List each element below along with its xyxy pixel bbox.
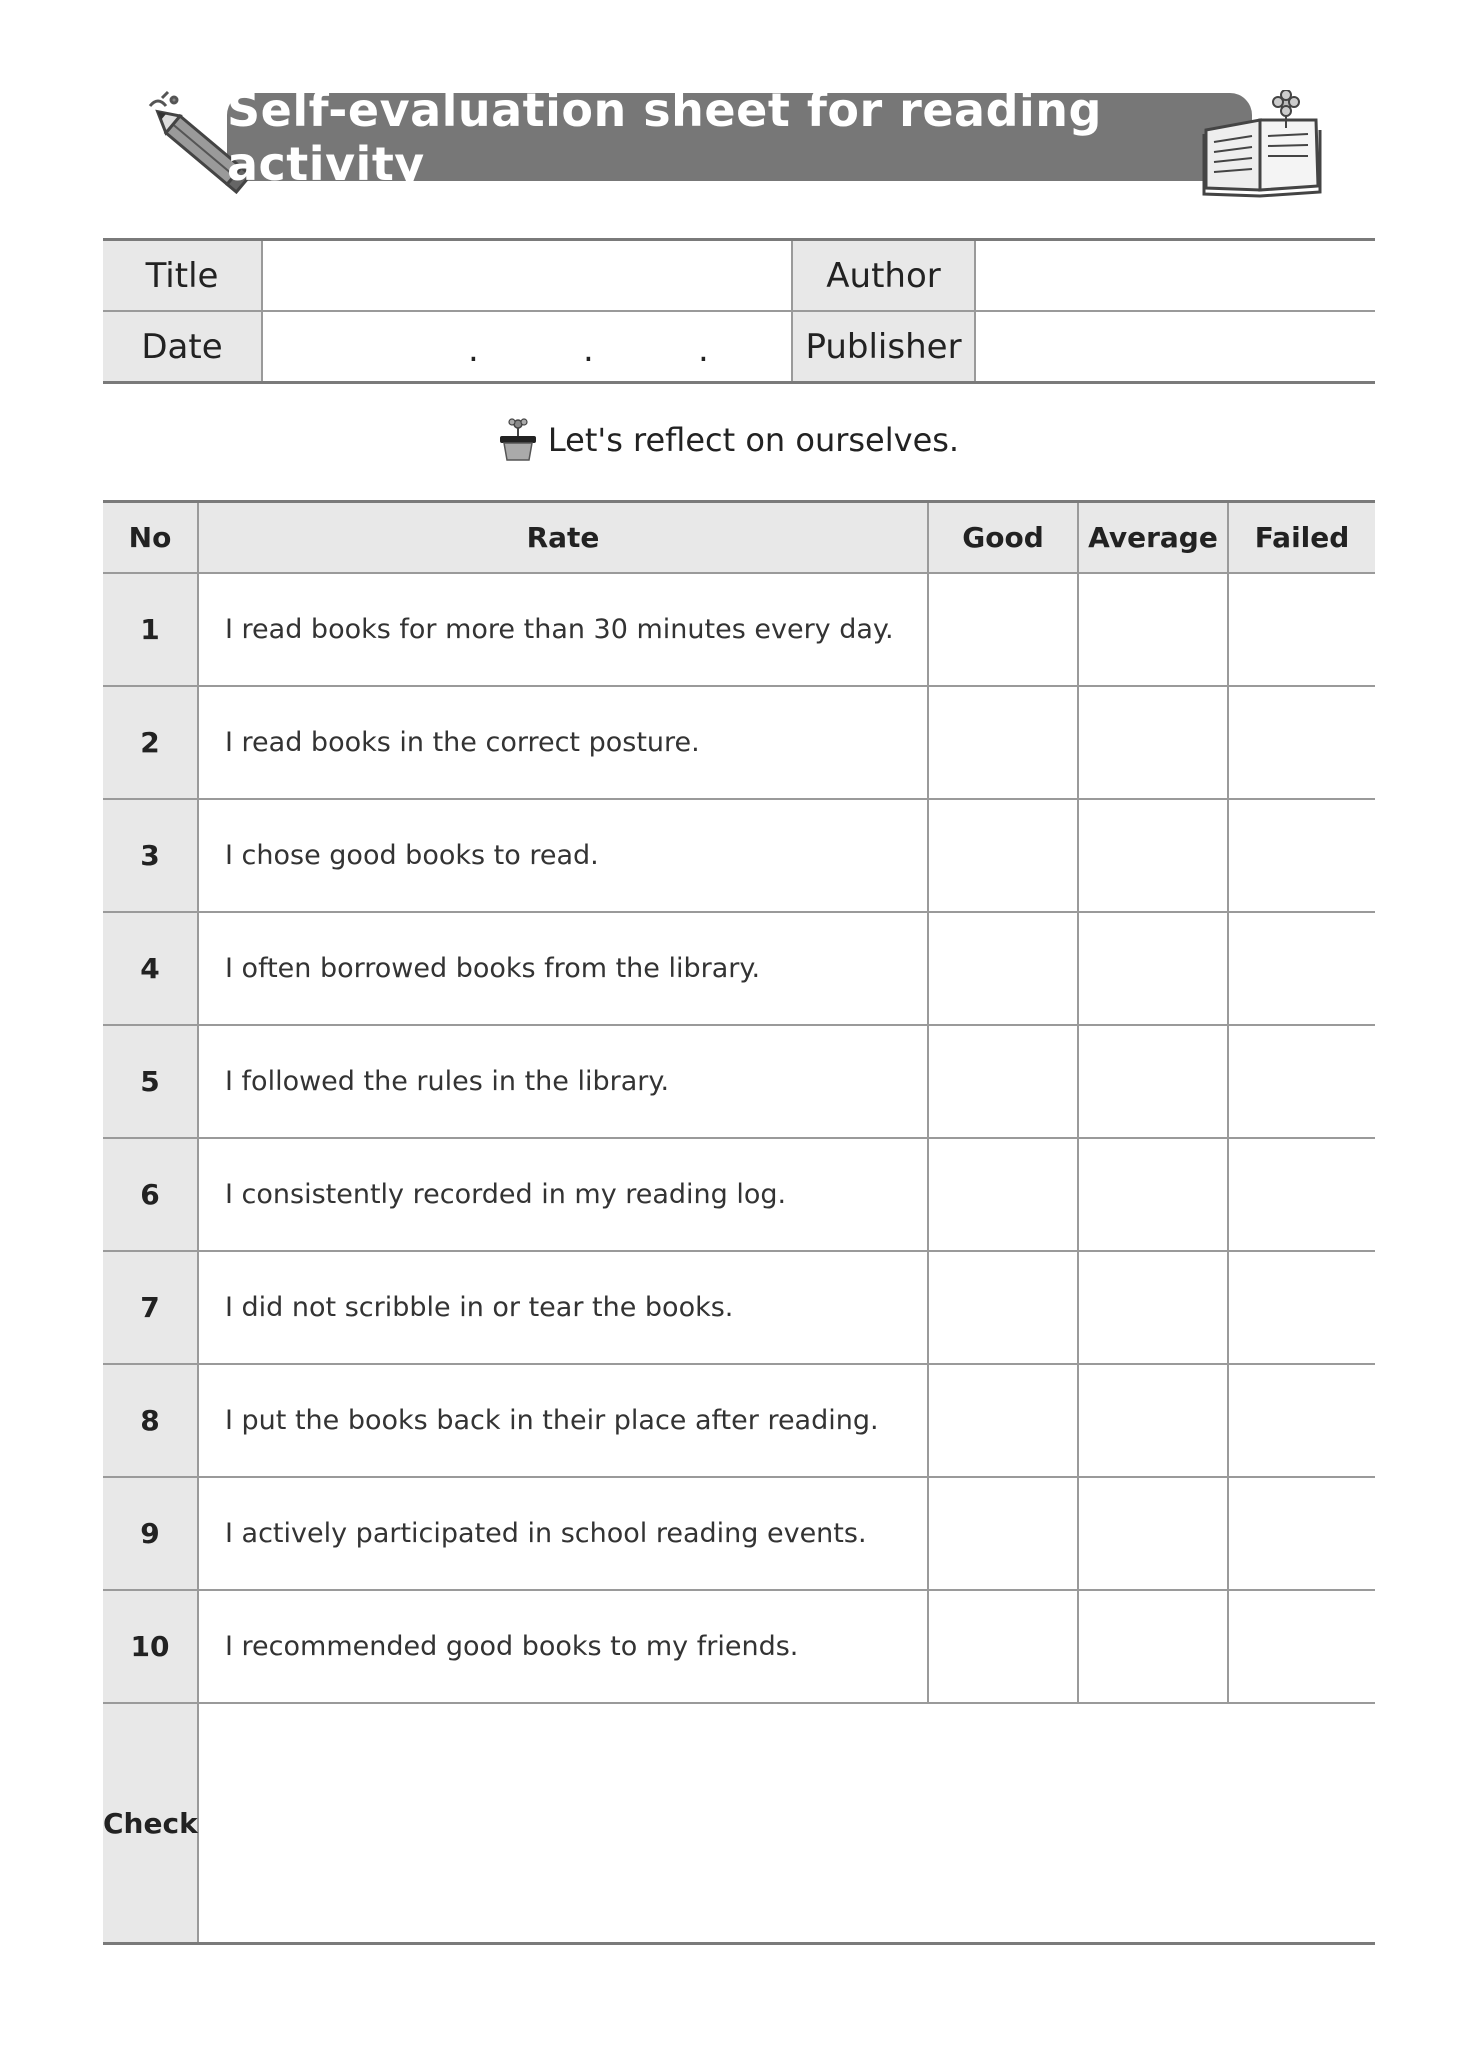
failed-checkbox-cell[interactable] <box>1228 1590 1375 1703</box>
check-field[interactable] <box>198 1703 1375 1944</box>
average-checkbox-cell[interactable] <box>1078 1477 1228 1590</box>
failed-checkbox-cell[interactable] <box>1228 1251 1375 1364</box>
good-checkbox-cell[interactable] <box>928 1590 1078 1703</box>
table-row <box>103 799 1375 912</box>
failed-checkbox-cell[interactable] <box>1228 1477 1375 1590</box>
failed-checkbox-cell[interactable] <box>1228 686 1375 799</box>
row-number: 8 <box>103 1364 198 1477</box>
reflect-prompt <box>0 412 1457 468</box>
average-checkbox-cell[interactable] <box>1078 799 1228 912</box>
author-field[interactable] <box>975 240 1375 312</box>
check-label: Check <box>103 1703 198 1944</box>
date-separator: . <box>468 330 479 370</box>
good-checkbox-cell[interactable] <box>928 573 1078 686</box>
header-average: Average <box>1078 502 1228 574</box>
publisher-field[interactable] <box>975 311 1375 383</box>
row-number: 2 <box>103 686 198 799</box>
failed-checkbox-cell[interactable] <box>1228 573 1375 686</box>
row-statement: I did not scribble in or tear the books. <box>198 1251 928 1364</box>
table-row <box>103 1251 1375 1364</box>
row-statement: I consistently recorded in my reading log. <box>198 1138 928 1251</box>
good-checkbox-cell[interactable] <box>928 1138 1078 1251</box>
header-good: Good <box>928 502 1078 574</box>
average-checkbox-cell[interactable] <box>1078 1025 1228 1138</box>
row-number: 7 <box>103 1251 198 1364</box>
row-statement: I actively participated in school reading events. <box>198 1477 928 1590</box>
open-book-icon <box>1198 90 1328 200</box>
title-label: Title <box>103 240 262 312</box>
failed-checkbox-cell[interactable] <box>1228 799 1375 912</box>
table-row <box>103 1477 1375 1590</box>
failed-checkbox-cell[interactable] <box>1228 1138 1375 1251</box>
table-row <box>103 1025 1375 1138</box>
reflect-text: Let's reflect on ourselves. <box>547 421 960 459</box>
table-row <box>103 1364 1375 1477</box>
average-checkbox-cell[interactable] <box>1078 1364 1228 1477</box>
row-statement: I often borrowed books from the library. <box>198 912 928 1025</box>
table-row <box>103 1138 1375 1251</box>
date-separator: . <box>583 330 594 370</box>
date-field[interactable] <box>262 311 792 383</box>
good-checkbox-cell[interactable] <box>928 799 1078 912</box>
row-statement: I recommended good books to my friends. <box>198 1590 928 1703</box>
average-checkbox-cell[interactable] <box>1078 1251 1228 1364</box>
table-row <box>103 912 1375 1025</box>
header-no: No <box>103 502 198 574</box>
failed-checkbox-cell[interactable] <box>1228 912 1375 1025</box>
failed-checkbox-cell[interactable] <box>1228 1025 1375 1138</box>
date-label: Date <box>103 311 262 383</box>
row-number: 5 <box>103 1025 198 1138</box>
row-number: 3 <box>103 799 198 912</box>
header-rate: Rate <box>198 502 928 574</box>
average-checkbox-cell[interactable] <box>1078 686 1228 799</box>
row-statement: I chose good books to read. <box>198 799 928 912</box>
average-checkbox-cell[interactable] <box>1078 1590 1228 1703</box>
good-checkbox-cell[interactable] <box>928 1477 1078 1590</box>
row-number: 6 <box>103 1138 198 1251</box>
row-number: 1 <box>103 573 198 686</box>
table-row <box>103 573 1375 686</box>
good-checkbox-cell[interactable] <box>928 1251 1078 1364</box>
row-statement: I read books for more than 30 minutes every day. <box>198 573 928 686</box>
row-statement: I read books in the correct posture. <box>198 686 928 799</box>
good-checkbox-cell[interactable] <box>928 1025 1078 1138</box>
row-number: 10 <box>103 1590 198 1703</box>
book-info-table <box>103 238 1375 384</box>
title-field[interactable] <box>262 240 792 312</box>
row-statement: I put the books back in their place after reading. <box>198 1364 928 1477</box>
average-checkbox-cell[interactable] <box>1078 912 1228 1025</box>
table-row <box>103 686 1375 799</box>
good-checkbox-cell[interactable] <box>928 686 1078 799</box>
table-row <box>103 1590 1375 1703</box>
page-title: Self-evaluation sheet for reading activity <box>227 83 1102 191</box>
average-checkbox-cell[interactable] <box>1078 1138 1228 1251</box>
failed-checkbox-cell[interactable] <box>1228 1364 1375 1477</box>
author-label: Author <box>792 240 975 312</box>
average-checkbox-cell[interactable] <box>1078 573 1228 686</box>
good-checkbox-cell[interactable] <box>928 1364 1078 1477</box>
date-separator: . <box>698 330 709 370</box>
flower-pot-icon <box>498 416 538 464</box>
row-number: 4 <box>103 912 198 1025</box>
header-failed: Failed <box>1228 502 1375 574</box>
row-number: 9 <box>103 1477 198 1590</box>
row-statement: I followed the rules in the library. <box>198 1025 928 1138</box>
good-checkbox-cell[interactable] <box>928 912 1078 1025</box>
evaluation-table <box>103 500 1375 1945</box>
publisher-label: Publisher <box>792 311 975 383</box>
